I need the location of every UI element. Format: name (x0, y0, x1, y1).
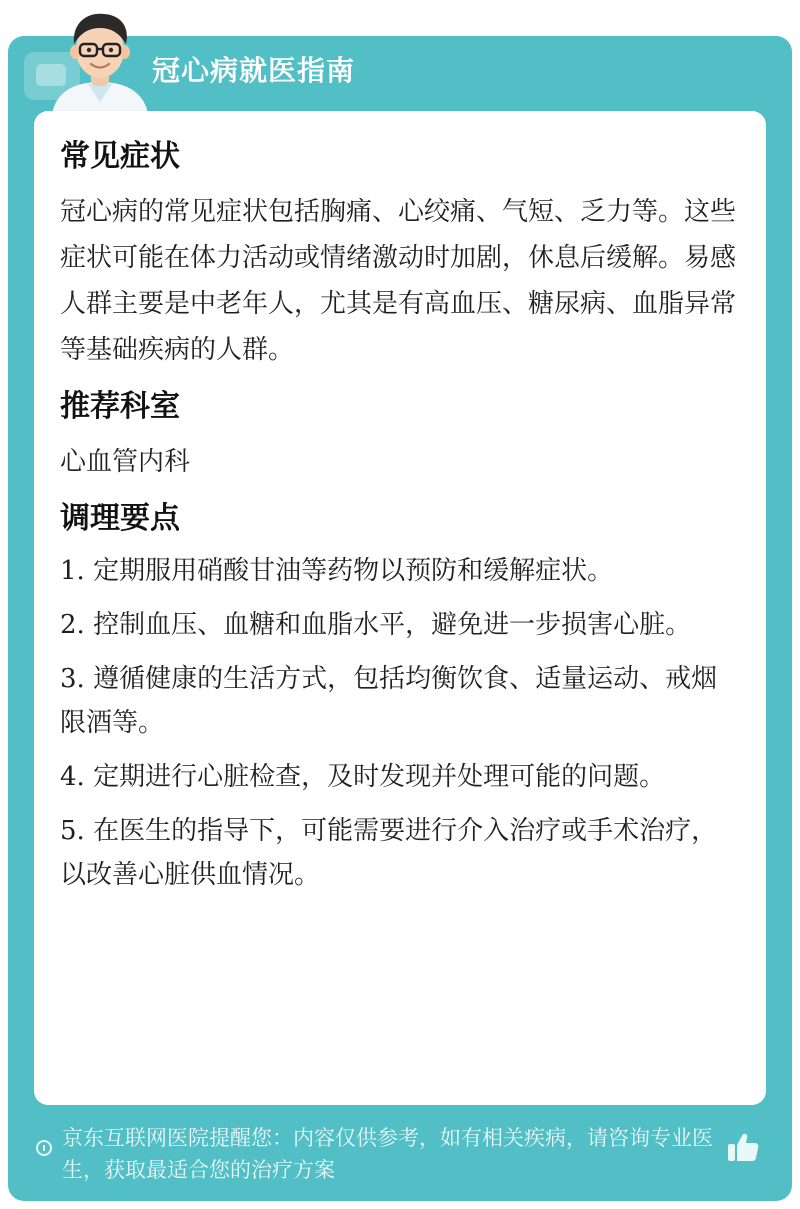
info-icon (36, 1140, 52, 1156)
list-item (60, 603, 740, 647)
page-title: 冠心病就医指南 (152, 54, 356, 87)
list-item-number: 3. (60, 664, 85, 694)
thumbs-up-icon[interactable] (726, 1130, 760, 1164)
footer-disclaimer: 京东互联网医院提醒您：内容仅供参考，如有相关疾病，请咨询专业医生，获取最适合您的治疗方案 (62, 1126, 713, 1182)
list-item (60, 755, 740, 799)
list-item-text: 在医生的指导下，可能需要进行介入治疗或手术治疗，以改善心脏供血情况。 (60, 816, 718, 890)
list-item-number: 5. (60, 816, 85, 846)
list-item-text: 定期服用硝酸甘油等药物以预防和缓解症状。 (93, 556, 614, 586)
doctor-avatar (44, 6, 156, 114)
care-points-list (60, 549, 740, 897)
list-item-number: 2. (60, 610, 85, 640)
list-item-number: 4. (60, 762, 85, 792)
list-item-text: 控制血压、血糖和血脂水平，避免进一步损害心脏。 (93, 610, 692, 640)
section-title-care-points: 调理要点 (60, 501, 180, 536)
list-item-text: 遵循健康的生活方式，包括均衡饮食、适量运动、戒烟限酒等。 (60, 664, 718, 738)
content-card (34, 111, 766, 1105)
list-item-text: 定期进行心脏检查，及时发现并处理可能的问题。 (93, 762, 666, 792)
list-item (60, 657, 740, 745)
list-item (60, 549, 740, 593)
list-item (60, 809, 740, 897)
section-title-department: 推荐科室 (60, 389, 180, 424)
symptoms-text: 冠心病的常见症状包括胸痛、心绞痛、气短、乏力等。这些症状可能在体力活动或情绪激动时加剧，休息后缓解。易感人群主要是中老年人，尤其是有高血压、糖尿病、血脂异常等基础疾病的人群。 (60, 197, 737, 365)
department-text: 心血管内科 (60, 447, 191, 477)
list-item-number: 1. (60, 556, 85, 586)
section-title-symptoms: 常见症状 (60, 139, 180, 174)
